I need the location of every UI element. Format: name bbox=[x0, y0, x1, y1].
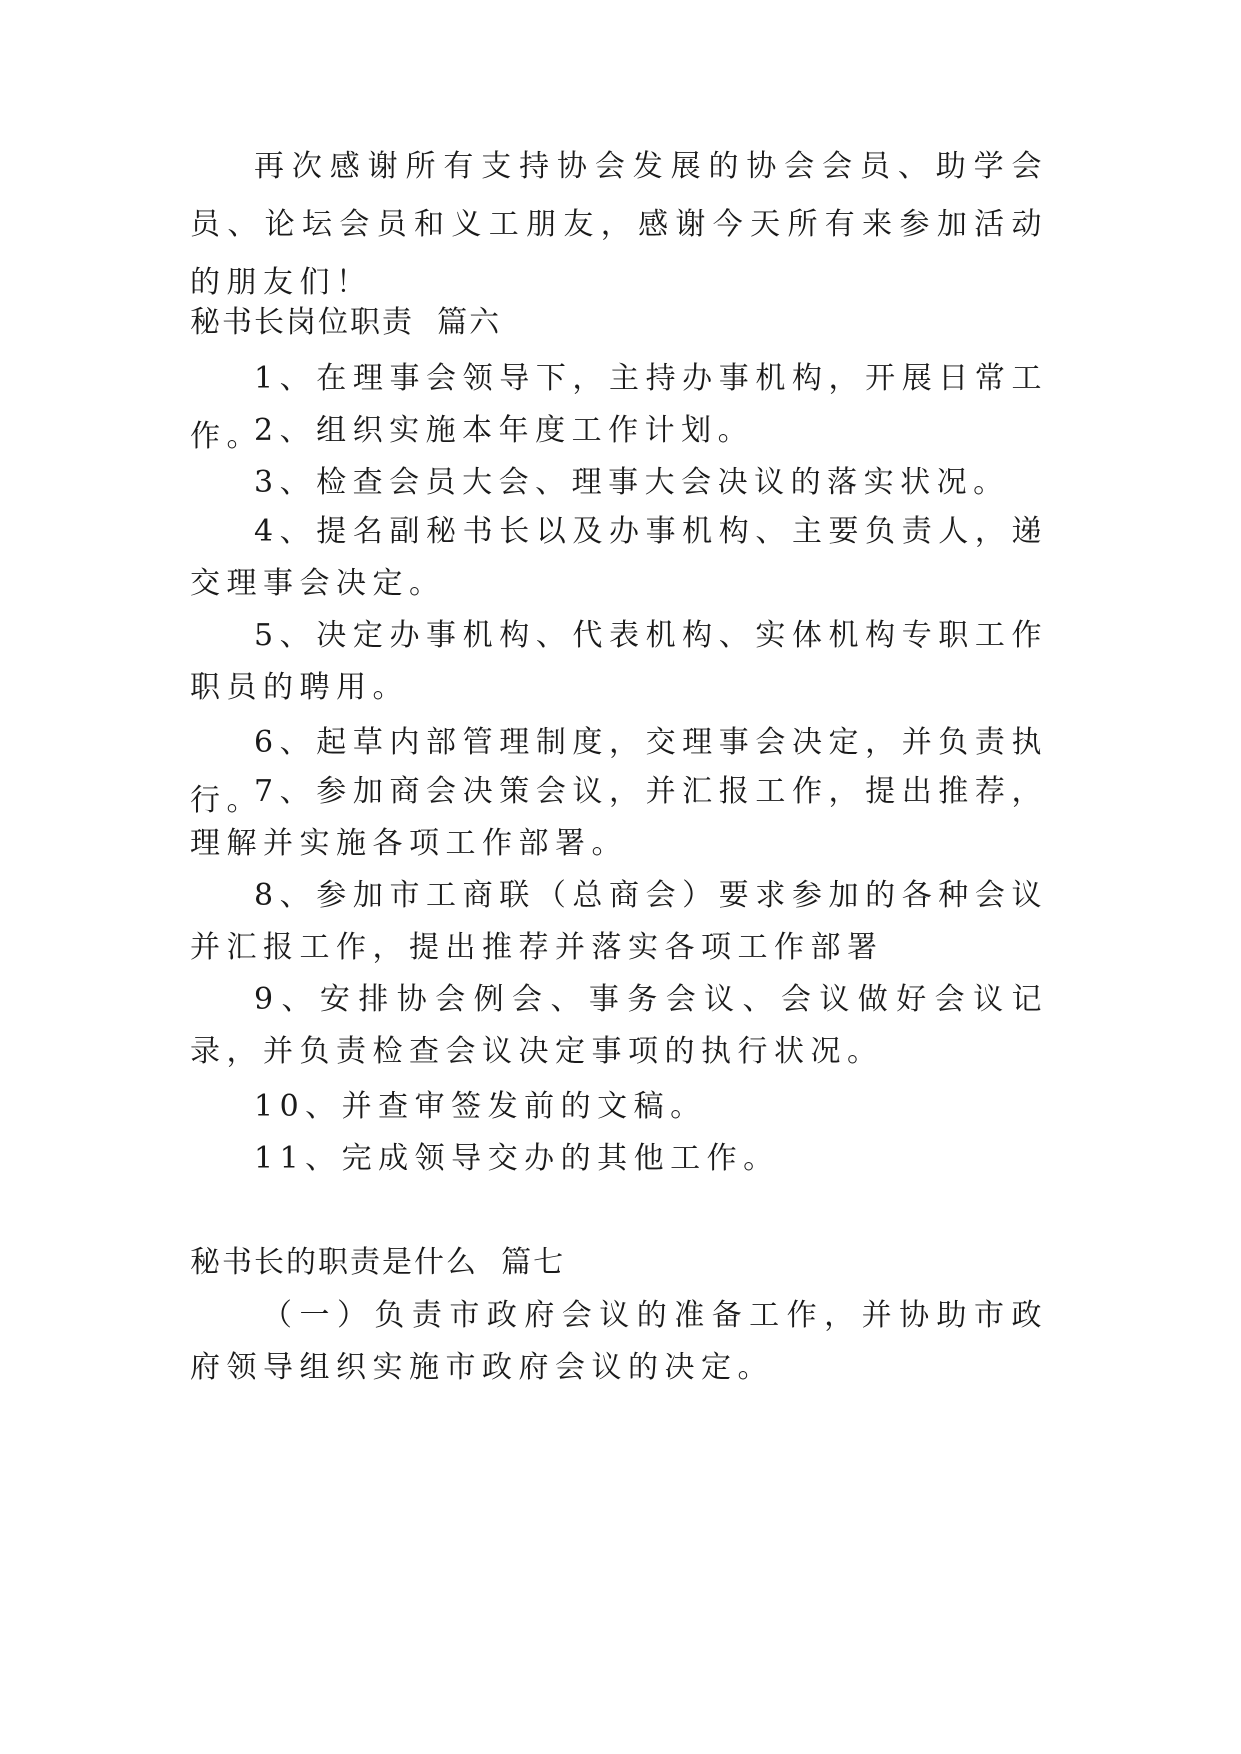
section-6-item-5: 5、决定办事机构、代表机构、实体机构专职工作职员的聘用。 bbox=[190, 618, 1048, 705]
section-6-item-3: 3、检查会员大会、理事大会决议的落实状况。 bbox=[254, 465, 1010, 500]
section-6-item-9: 9、安排协会例会、事务会议、会议做好会议记录，并负责检查会议决定事项的执行状况。 bbox=[190, 982, 1048, 1069]
section-6-item-10: 10、并查审签发前的文稿。 bbox=[254, 1089, 707, 1124]
section-6-item-4: 4、提名副秘书长以及办事机构、主要负责人，递交理事会决定。 bbox=[190, 514, 1048, 601]
section-7-heading: 秘书长的职责是什么 篇七 bbox=[190, 1245, 566, 1280]
section-6-item-2: 2、组织实施本年度工作计划。 bbox=[254, 413, 755, 448]
section-6-item-11: 11、完成领导交办的其他工作。 bbox=[254, 1141, 780, 1176]
section-6-heading: 秘书长岗位职责 篇六 bbox=[190, 305, 502, 340]
intro-paragraph: 再次感谢所有支持协会发展的协会会员、助学会员、论坛会员和义工朋友，感谢今天所有来参加活动的朋友们！ bbox=[190, 149, 1048, 300]
section-6-item-1: 1、在理事会领导下，主持办事机构，开展日常工作。 bbox=[190, 361, 1048, 454]
section-6-item-7: 7、参加商会决策会议，并汇报工作，提出推荐，理解并实施各项工作部署。 bbox=[190, 774, 1048, 861]
section-6-item-8: 8、参加市工商联（总商会）要求参加的各种会议并汇报工作，提出推荐并落实各项工作部署 bbox=[190, 878, 1048, 965]
section-6-item-6: 6、起草内部管理制度，交理事会决定，并负责执行。 bbox=[190, 725, 1048, 818]
section-7-item-1: （一）负责市政府会议的准备工作，并协助市政府领导组织实施市政府会议的决定。 bbox=[190, 1298, 1048, 1385]
